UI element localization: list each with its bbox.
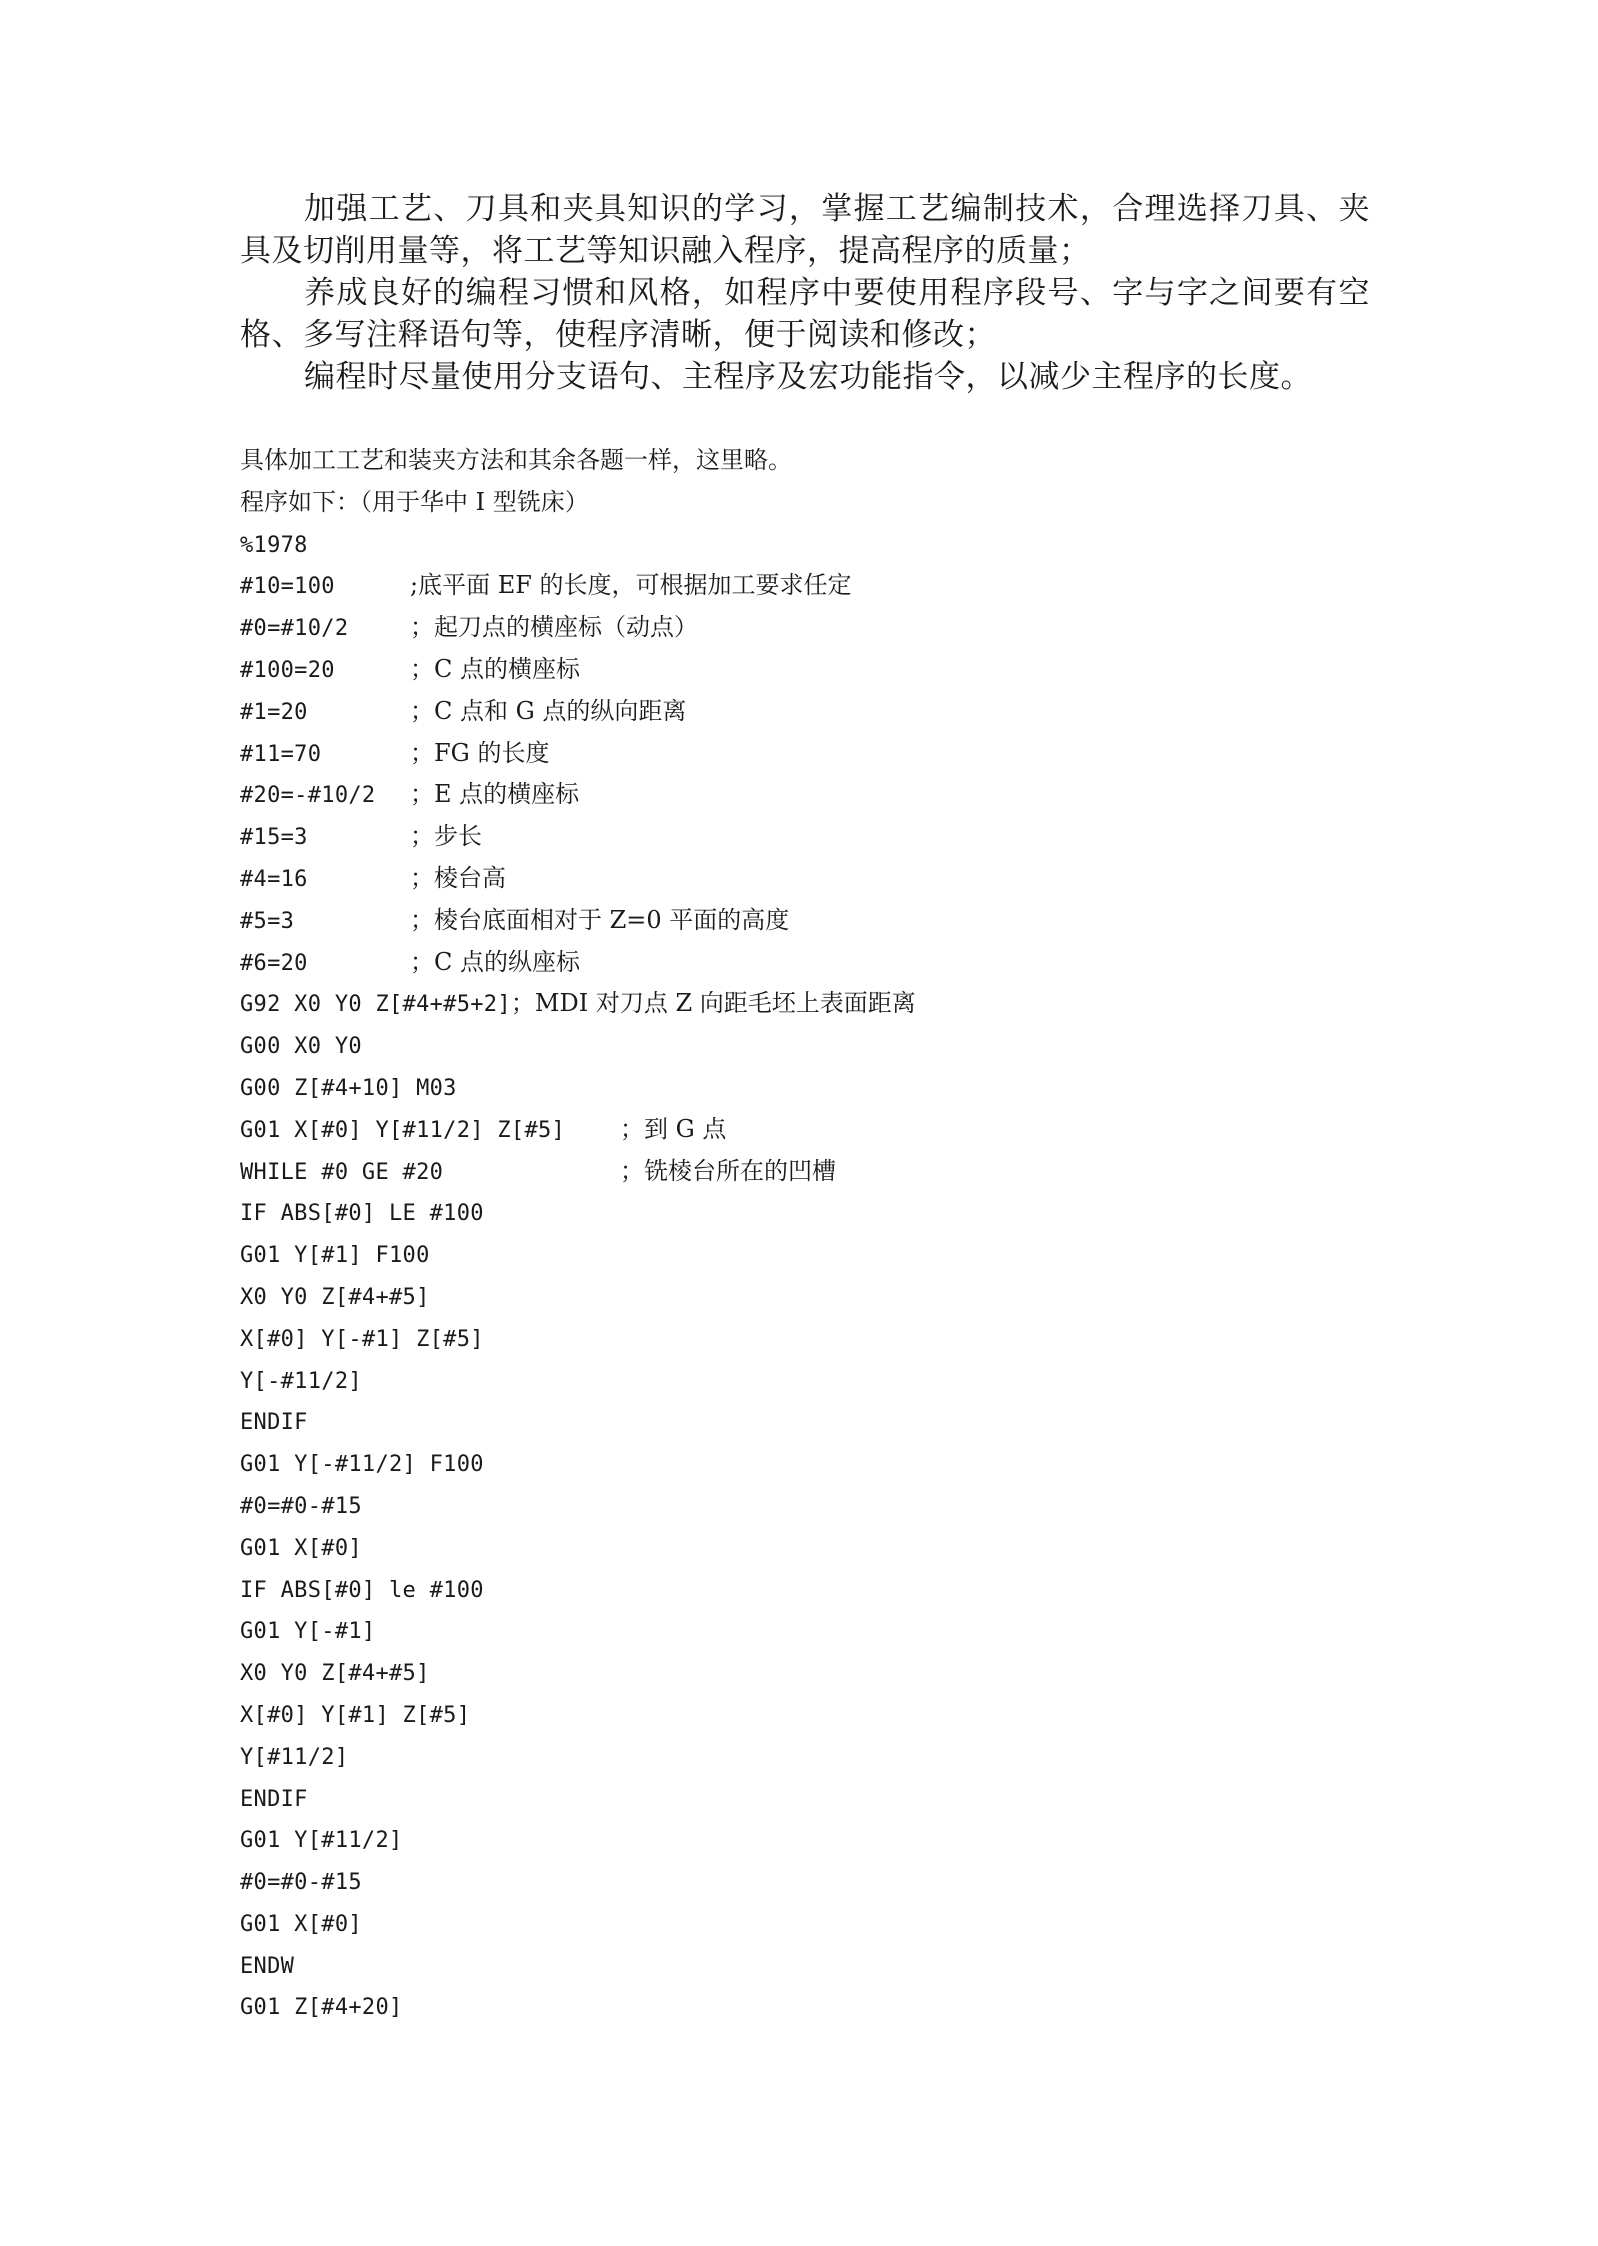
program-line bbox=[240, 1360, 1390, 1402]
code-text: %1978 bbox=[240, 532, 308, 558]
code-text: #100=20 bbox=[240, 657, 335, 683]
code-text: #0=#0-#15 bbox=[240, 1493, 362, 1519]
code-text: G01 X[#0] bbox=[240, 1911, 362, 1937]
code-text: Y[#11/2] bbox=[240, 1744, 349, 1770]
note-text: 具体加工工艺和装夹方法和其余各题一样，这里略。 bbox=[240, 446, 792, 474]
program-line bbox=[240, 983, 1390, 1025]
code-text: ENDIF bbox=[240, 1410, 308, 1436]
code-comment: ；棱台高 bbox=[410, 863, 506, 892]
code-text: ENDW bbox=[240, 1953, 295, 1979]
program-line bbox=[240, 1151, 1390, 1193]
program-line bbox=[240, 691, 1390, 733]
code-text: X[#0] Y[#1] Z[#5] bbox=[240, 1702, 471, 1728]
program-line bbox=[240, 1819, 1390, 1861]
code-comment: ；C 点的纵座标 bbox=[410, 947, 580, 976]
code-text: G01 Y[-#1] bbox=[240, 1619, 376, 1645]
program-line bbox=[240, 1276, 1390, 1318]
program-line bbox=[240, 1527, 1390, 1569]
program-line bbox=[240, 733, 1390, 775]
code-comment: ；棱台底面相对于 Z=0 平面的高度 bbox=[410, 905, 790, 934]
code-text: #0=#0-#15 bbox=[240, 1870, 362, 1896]
code-text: #4=16 bbox=[240, 866, 308, 892]
program-line bbox=[240, 1736, 1390, 1778]
program-line bbox=[240, 774, 1390, 816]
code-text: G92 X0 Y0 Z[#4+#5+2] bbox=[240, 992, 511, 1018]
program-line bbox=[240, 1569, 1390, 1611]
code-comment: ；E 点的横座标 bbox=[410, 780, 580, 809]
code-text: X0 Y0 Z[#4+#5] bbox=[240, 1284, 430, 1310]
code-text: ENDIF bbox=[240, 1786, 308, 1812]
code-text: #0=#10/2 bbox=[240, 616, 349, 642]
code-text: WHILE #0 GE #20 bbox=[240, 1159, 444, 1185]
program-line bbox=[240, 942, 1390, 984]
program-line bbox=[240, 565, 1390, 607]
program-line bbox=[240, 1610, 1390, 1652]
code-text: IF ABS[#0] LE #100 bbox=[240, 1201, 484, 1227]
program-line bbox=[240, 1443, 1390, 1485]
code-text: #5=3 bbox=[240, 908, 295, 934]
intro-paragraph: 加强工艺、刀具和夹具知识的学习，掌握工艺编制技术，合理选择刀具、夹具及切削用量等，将工艺等知识融入程序，提高程序的质量； bbox=[240, 191, 1370, 269]
program-line bbox=[240, 900, 1390, 942]
program-line bbox=[240, 1067, 1390, 1109]
code-text: #1=20 bbox=[240, 699, 308, 725]
code-comment: ；步长 bbox=[410, 822, 482, 851]
program-line bbox=[240, 1652, 1390, 1694]
intro-paragraph: 养成良好的编程习惯和风格，如程序中要使用程序段号、字与字之间要有空格、多写注释语句等，使程序清晰，便于阅读和修改； bbox=[240, 275, 1370, 353]
code-text: G01 Z[#4+20] bbox=[240, 1995, 403, 2021]
program-line bbox=[240, 524, 1390, 566]
code-comment: ；FG 的长度 bbox=[410, 738, 550, 767]
code-text: X[#0] Y[-#1] Z[#5] bbox=[240, 1326, 484, 1352]
program-line bbox=[240, 649, 1390, 691]
code-text: #15=3 bbox=[240, 825, 308, 851]
program-line bbox=[240, 1945, 1390, 1987]
program-heading: 程序如下：（用于华中 I 型铣床） bbox=[240, 487, 589, 516]
program-line bbox=[240, 1234, 1390, 1276]
program-line bbox=[240, 1986, 1390, 2028]
code-text: G00 X0 Y0 bbox=[240, 1034, 362, 1060]
code-comment: ；C 点和 G 点的纵向距离 bbox=[410, 696, 687, 725]
code-text: Y[-#11/2] bbox=[240, 1368, 362, 1394]
code-text: G00 Z[#4+10] M03 bbox=[240, 1075, 457, 1101]
code-comment: ；MDI 对刀点 Z 向距毛坯上表面距离 bbox=[510, 989, 916, 1018]
code-comment: ；C 点的横座标 bbox=[410, 654, 580, 683]
code-text: G01 Y[-#11/2] F100 bbox=[240, 1452, 484, 1478]
code-text: X0 Y0 Z[#4+#5] bbox=[240, 1661, 430, 1687]
code-text: G01 X[#0] Y[#11/2] Z[#5] bbox=[240, 1117, 566, 1143]
program-line bbox=[240, 607, 1390, 649]
program-line bbox=[240, 1861, 1390, 1903]
intro-section bbox=[240, 188, 1370, 398]
code-comment: ；起刀点的横座标（动点） bbox=[410, 613, 698, 642]
program-line bbox=[240, 1694, 1390, 1736]
code-text: IF ABS[#0] le #100 bbox=[240, 1577, 484, 1603]
code-text: G01 X[#0] bbox=[240, 1535, 362, 1561]
code-text: G01 Y[#11/2] bbox=[240, 1828, 403, 1854]
program-listing bbox=[240, 524, 1390, 2029]
program-section bbox=[240, 440, 1390, 2028]
code-comment: ；铣棱台所在的凹槽 bbox=[620, 1156, 836, 1185]
code-text: #6=20 bbox=[240, 950, 308, 976]
code-text: G01 Y[#1] F100 bbox=[240, 1243, 430, 1269]
program-line bbox=[240, 816, 1390, 858]
program-line bbox=[240, 1485, 1390, 1527]
program-line bbox=[240, 1025, 1390, 1067]
code-text: #10=100 bbox=[240, 574, 335, 600]
program-line bbox=[240, 1401, 1390, 1443]
intro-paragraph: 编程时尽量使用分支语句、主程序及宏功能指令，以减少主程序的长度。 bbox=[304, 359, 1312, 395]
program-line bbox=[240, 1109, 1390, 1151]
code-text: #11=70 bbox=[240, 741, 322, 767]
program-line bbox=[240, 1778, 1390, 1820]
code-comment: ；到 G 点 bbox=[620, 1114, 727, 1143]
program-line bbox=[240, 858, 1390, 900]
program-line bbox=[240, 1318, 1390, 1360]
program-line bbox=[240, 1192, 1390, 1234]
program-line bbox=[240, 1903, 1390, 1945]
code-text: #20=-#10/2 bbox=[240, 783, 376, 809]
code-comment: ;底平面 EF 的长度，可根据加工要求任定 bbox=[410, 571, 852, 600]
